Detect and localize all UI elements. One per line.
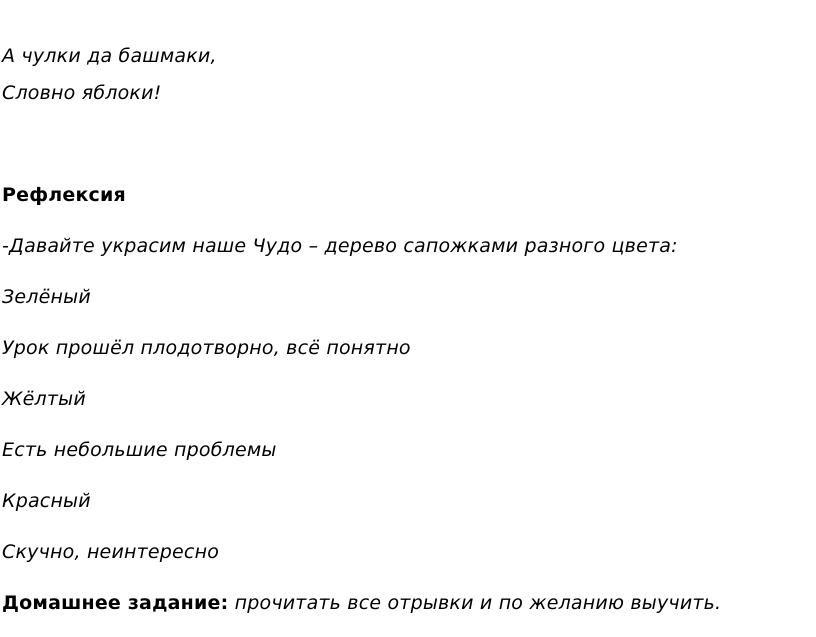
homework-label: Домашнее задание:: [2, 592, 229, 614]
homework-text: прочитать все отрывки и по желанию выучить.: [228, 592, 722, 614]
homework-line: [2, 591, 721, 615]
poem-line-1: А чулки да башмаки,: [2, 45, 217, 67]
color-red-label: Красный: [2, 490, 91, 512]
color-green-meaning: Урок прошёл плодотворно, всё понятно: [2, 337, 411, 359]
color-yellow-meaning: Есть небольшие проблемы: [2, 439, 277, 461]
color-green-label: Зелёный: [2, 286, 91, 308]
color-red-meaning: Скучно, неинтересно: [2, 541, 220, 563]
instruction-text: -Давайте украсим наше Чудо – дерево сапожками разного цвета:: [2, 235, 678, 257]
poem-line-2: Словно яблоки!: [2, 82, 162, 104]
section-heading: Рефлексия: [2, 184, 126, 206]
color-yellow-label: Жёлтый: [2, 388, 86, 410]
